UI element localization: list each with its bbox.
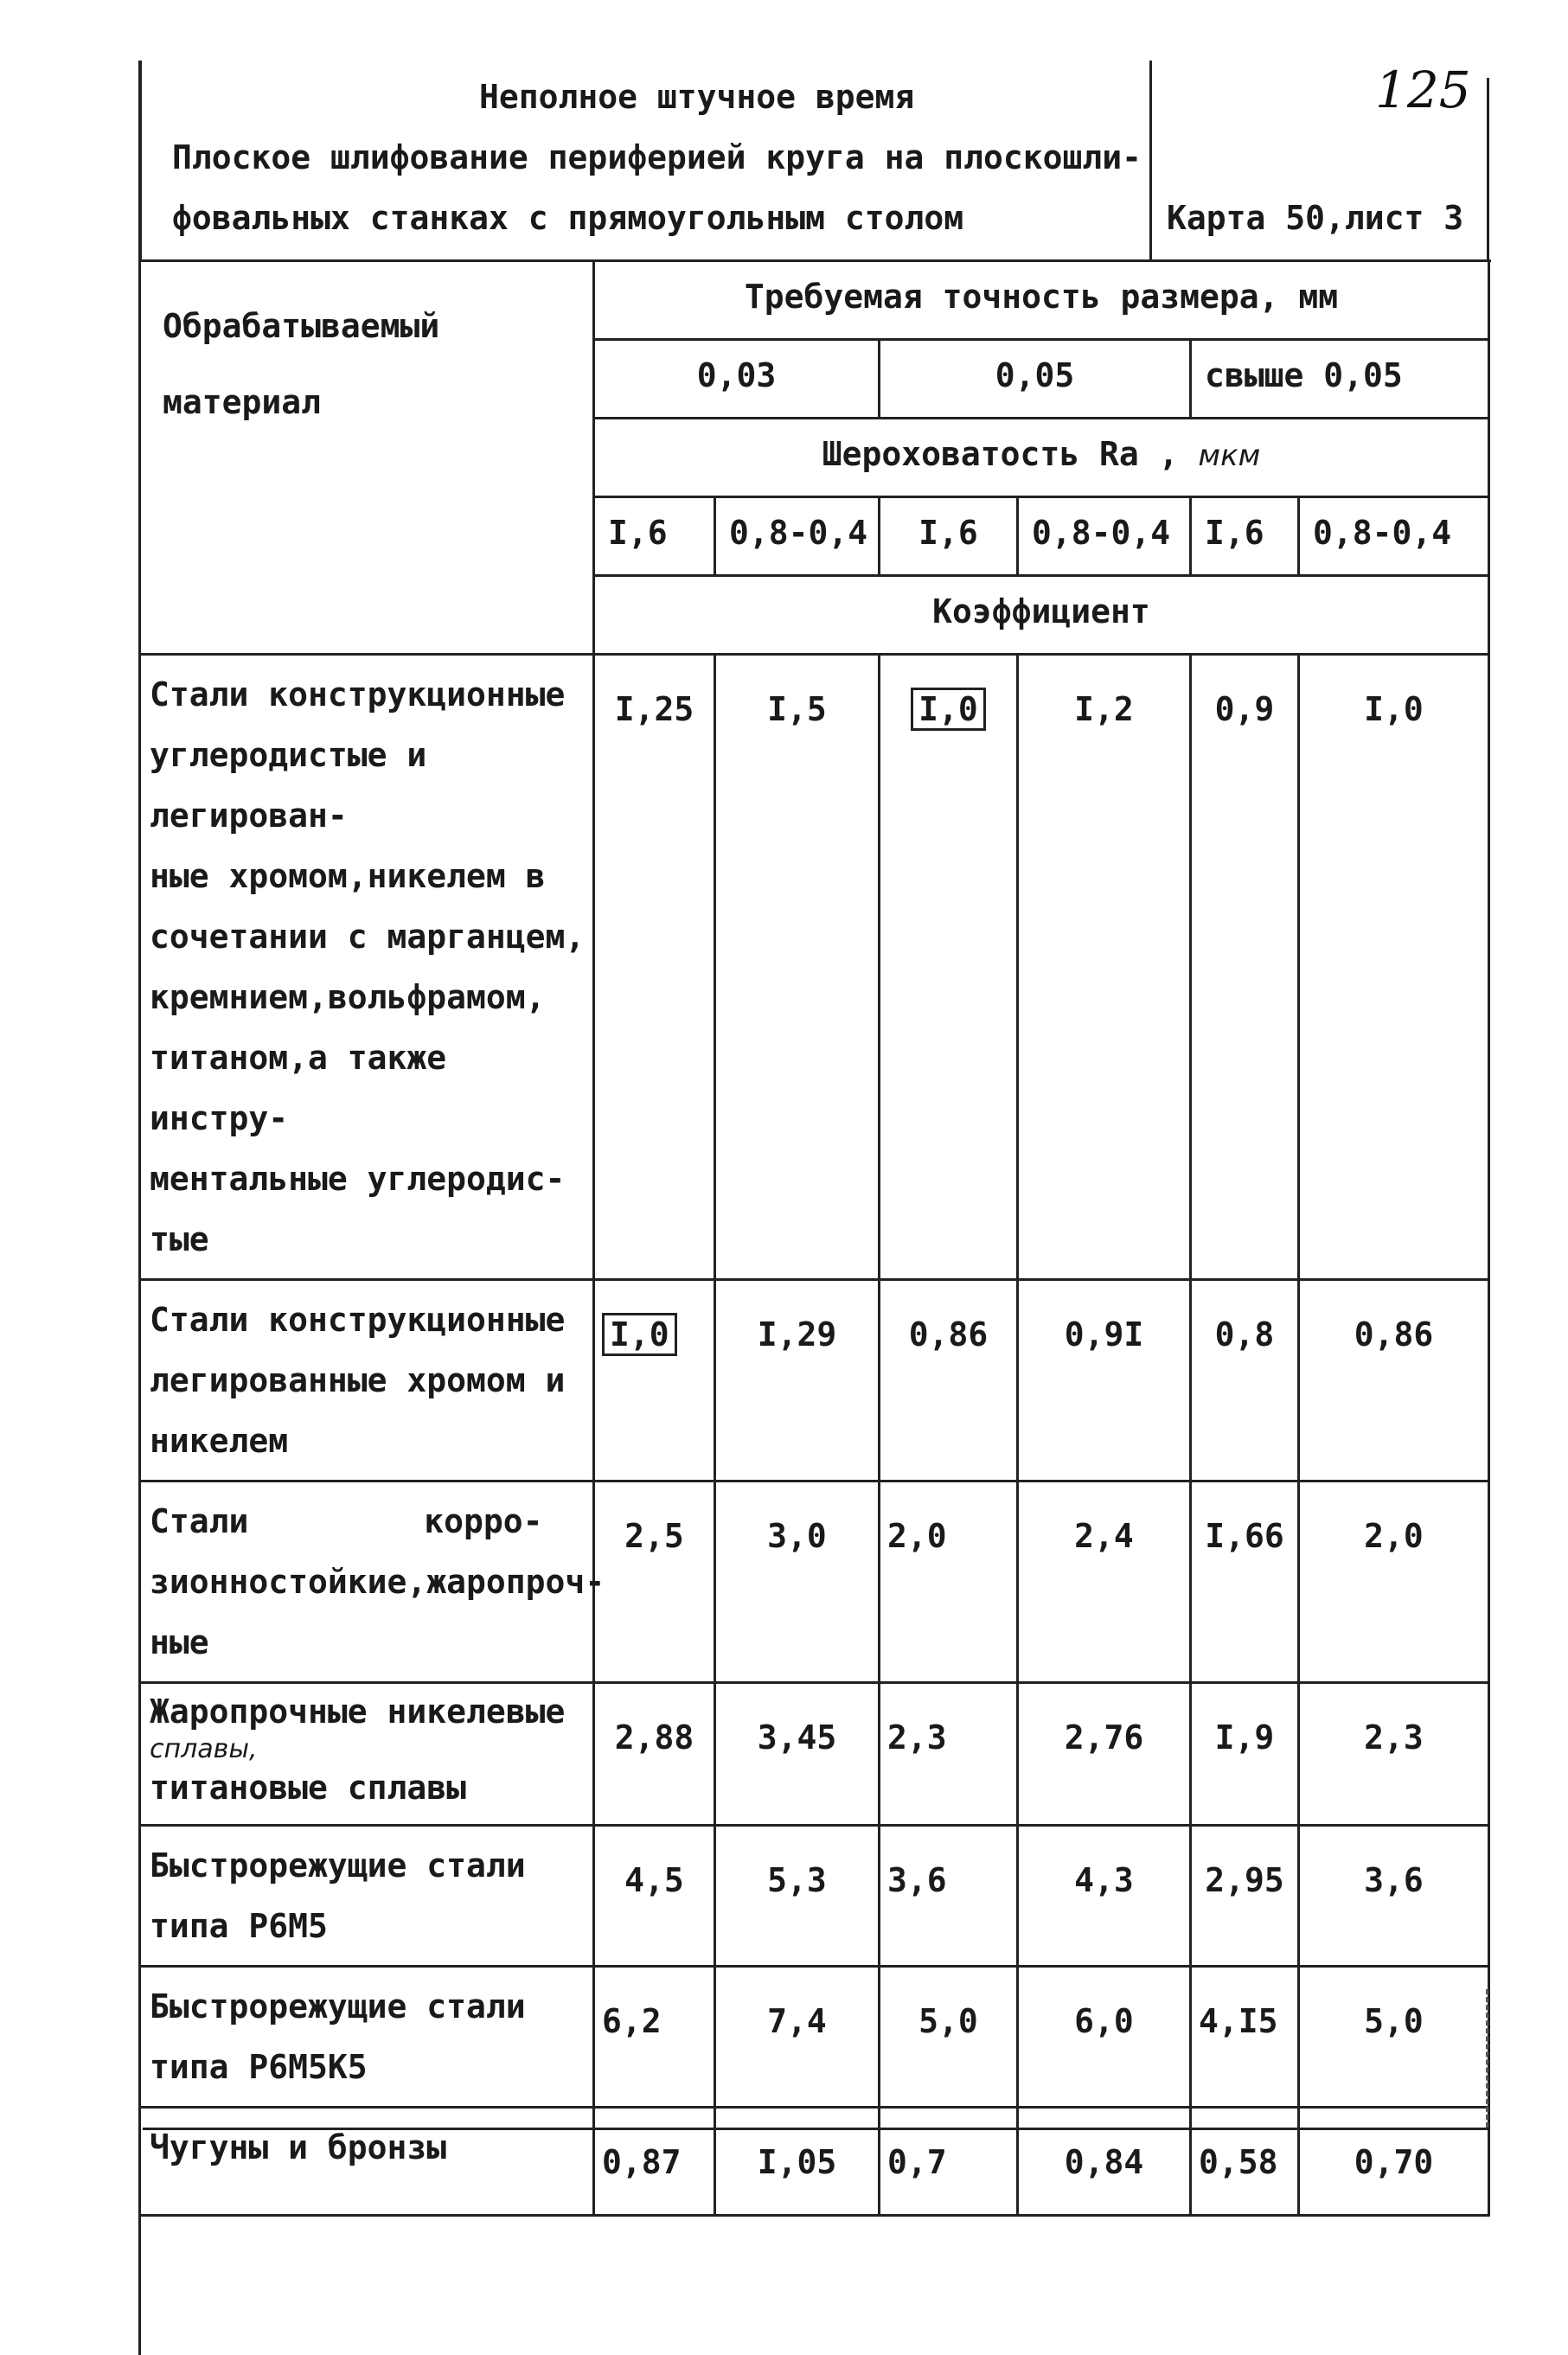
value-cell: I,25 (594, 655, 715, 1280)
material-line: тые (150, 1209, 586, 1270)
value-cell: 6,0 (1018, 1967, 1191, 2108)
accuracy-value: 0,05 (880, 340, 1191, 419)
value-cell: I,0 (1299, 655, 1489, 1280)
value-cell: 2,76 (1018, 1683, 1191, 1826)
table-row (140, 1826, 1489, 1967)
header-title: Неполное штучное время (479, 78, 914, 116)
header-subtitle-1: Плоское шлифование периферией круга на плоскошли- (172, 138, 1142, 176)
material-line: титаном,а также инстру- (150, 1027, 586, 1149)
material-line: сочетании с марганцем, (150, 906, 586, 967)
value-cell: I,5 (715, 655, 880, 1280)
value-cell: 2,5 (594, 1481, 715, 1683)
material-cell (140, 655, 594, 1280)
table-row (140, 1683, 1489, 1826)
dashed-border (1486, 1989, 1488, 2128)
value-cell: 7,4 (715, 1967, 880, 2108)
material-line: Стали конструкционные (150, 664, 586, 725)
boxed-value: I,0 (911, 688, 986, 731)
roughness-value: 0,8-0,4 (1018, 497, 1191, 576)
material-line: Жаропрочные никелевые (150, 1693, 586, 1731)
material-line: ные (150, 1612, 586, 1673)
value-cell: 2,88 (594, 1683, 715, 1826)
coefficient-header: Коэффициент (594, 576, 1489, 655)
material-line: ные хромом,никелем в (150, 846, 586, 906)
value-cell: 0,8 (1191, 1280, 1299, 1481)
material-cell (140, 1683, 594, 1826)
material-line: углеродистые и легирован- (150, 725, 586, 846)
roughness-label: Шероховатость Ra , (822, 435, 1179, 473)
value-cell: 0,9I (1018, 1280, 1191, 1481)
value-cell (594, 1280, 715, 1481)
material-cell (140, 1280, 594, 1481)
boxed-value: I,0 (602, 1313, 677, 1356)
value-cell: 2,0 (880, 1481, 1018, 1683)
roughness-header (594, 419, 1489, 497)
page-number: 125 (1375, 61, 1471, 119)
table-row (140, 655, 1489, 1280)
value-cell: 2,3 (1299, 1683, 1489, 1826)
material-line: кремнием,вольфрамом, (150, 967, 586, 1027)
material-header: Обрабатываемый материал (140, 261, 594, 655)
accuracy-header: Требуемая точность размера, мм (594, 261, 1489, 340)
material-line: Быстрорежущие стали (150, 1835, 586, 1896)
bottom-border (143, 2128, 1488, 2130)
table-row (140, 1481, 1489, 1683)
value-cell: 0,86 (1299, 1280, 1489, 1481)
card-label: Карта 50,лист 3 (1167, 199, 1463, 237)
material-line: Стали конструкционные (150, 1289, 586, 1350)
value-cell: 0,70 (1299, 2108, 1489, 2216)
header-divider (1149, 61, 1152, 259)
value-cell: 0,86 (880, 1280, 1018, 1481)
value-cell: 2,95 (1191, 1826, 1299, 1967)
value-cell: 0,9 (1191, 655, 1299, 1280)
value-cell: 4,5 (594, 1826, 715, 1967)
table-row (140, 2108, 1489, 2216)
value-cell: 0,7 (880, 2108, 1018, 2216)
material-line: легированные хромом и (150, 1350, 586, 1411)
value-cell: 5,0 (1299, 1967, 1489, 2108)
value-cell: I,05 (715, 2108, 880, 2216)
value-cell: I,2 (1018, 655, 1191, 1280)
value-cell: 2,4 (1018, 1481, 1191, 1683)
value-cell: 3,45 (715, 1683, 880, 1826)
document-header (138, 61, 1491, 262)
value-cell: I,66 (1191, 1481, 1299, 1683)
material-line: титановые сплавы (150, 1769, 586, 1807)
value-cell: 5,0 (880, 1967, 1018, 2108)
material-cell (140, 1826, 594, 1967)
material-line: Чугуны и бронзы (150, 2117, 586, 2178)
material-line: никелем (150, 1411, 586, 1471)
value-cell: 6,2 (594, 1967, 715, 2108)
value-cell: 4,3 (1018, 1826, 1191, 1967)
value-cell: 2,3 (880, 1683, 1018, 1826)
handwritten-note: сплавы, (150, 1731, 586, 1769)
material-cell (140, 1967, 594, 2108)
value-cell: 4,I5 (1191, 1967, 1299, 2108)
header-subtitle-2: фовальных станках с прямоугольным столом (172, 199, 963, 237)
material-line: типа Р6М5К5 (150, 2037, 586, 2097)
value-cell: 3,6 (880, 1826, 1018, 1967)
roughness-value: I,6 (880, 497, 1018, 576)
material-cell (140, 2108, 594, 2216)
roughness-unit: мкм (1198, 438, 1260, 473)
accuracy-value: 0,03 (594, 340, 880, 419)
empty-row (140, 2216, 1489, 2355)
material-line: Быстрорежущие стали (150, 1976, 586, 2037)
value-cell: 2,0 (1299, 1481, 1489, 1683)
material-line: зионностойкие,жаропроч- (150, 1552, 586, 1612)
roughness-value: I,6 (1191, 497, 1299, 576)
value-cell: I,29 (715, 1280, 880, 1481)
roughness-value: I,6 (594, 497, 715, 576)
value-cell: I,9 (1191, 1683, 1299, 1826)
header-right-border (1487, 78, 1489, 259)
material-line: ментальные углеродис- (150, 1149, 586, 1209)
value-cell: 0,84 (1018, 2108, 1191, 2216)
value-cell: 0,87 (594, 2108, 715, 2216)
value-cell (880, 655, 1018, 1280)
value-cell: 3,6 (1299, 1826, 1489, 1967)
value-cell: 5,3 (715, 1826, 880, 1967)
empty-cell (140, 2216, 1489, 2355)
accuracy-value: свыше 0,05 (1191, 340, 1489, 419)
value-cell: 3,0 (715, 1481, 880, 1683)
table-row (140, 1967, 1489, 2108)
material-line: Стали коррo- (150, 1491, 586, 1552)
coefficient-table (138, 259, 1490, 2355)
material-line: типа Р6М5 (150, 1896, 586, 1956)
material-cell (140, 1481, 594, 1683)
roughness-value: 0,8-0,4 (1299, 497, 1489, 576)
roughness-value: 0,8-0,4 (715, 497, 880, 576)
value-cell: 0,58 (1191, 2108, 1299, 2216)
table-row (140, 1280, 1489, 1481)
